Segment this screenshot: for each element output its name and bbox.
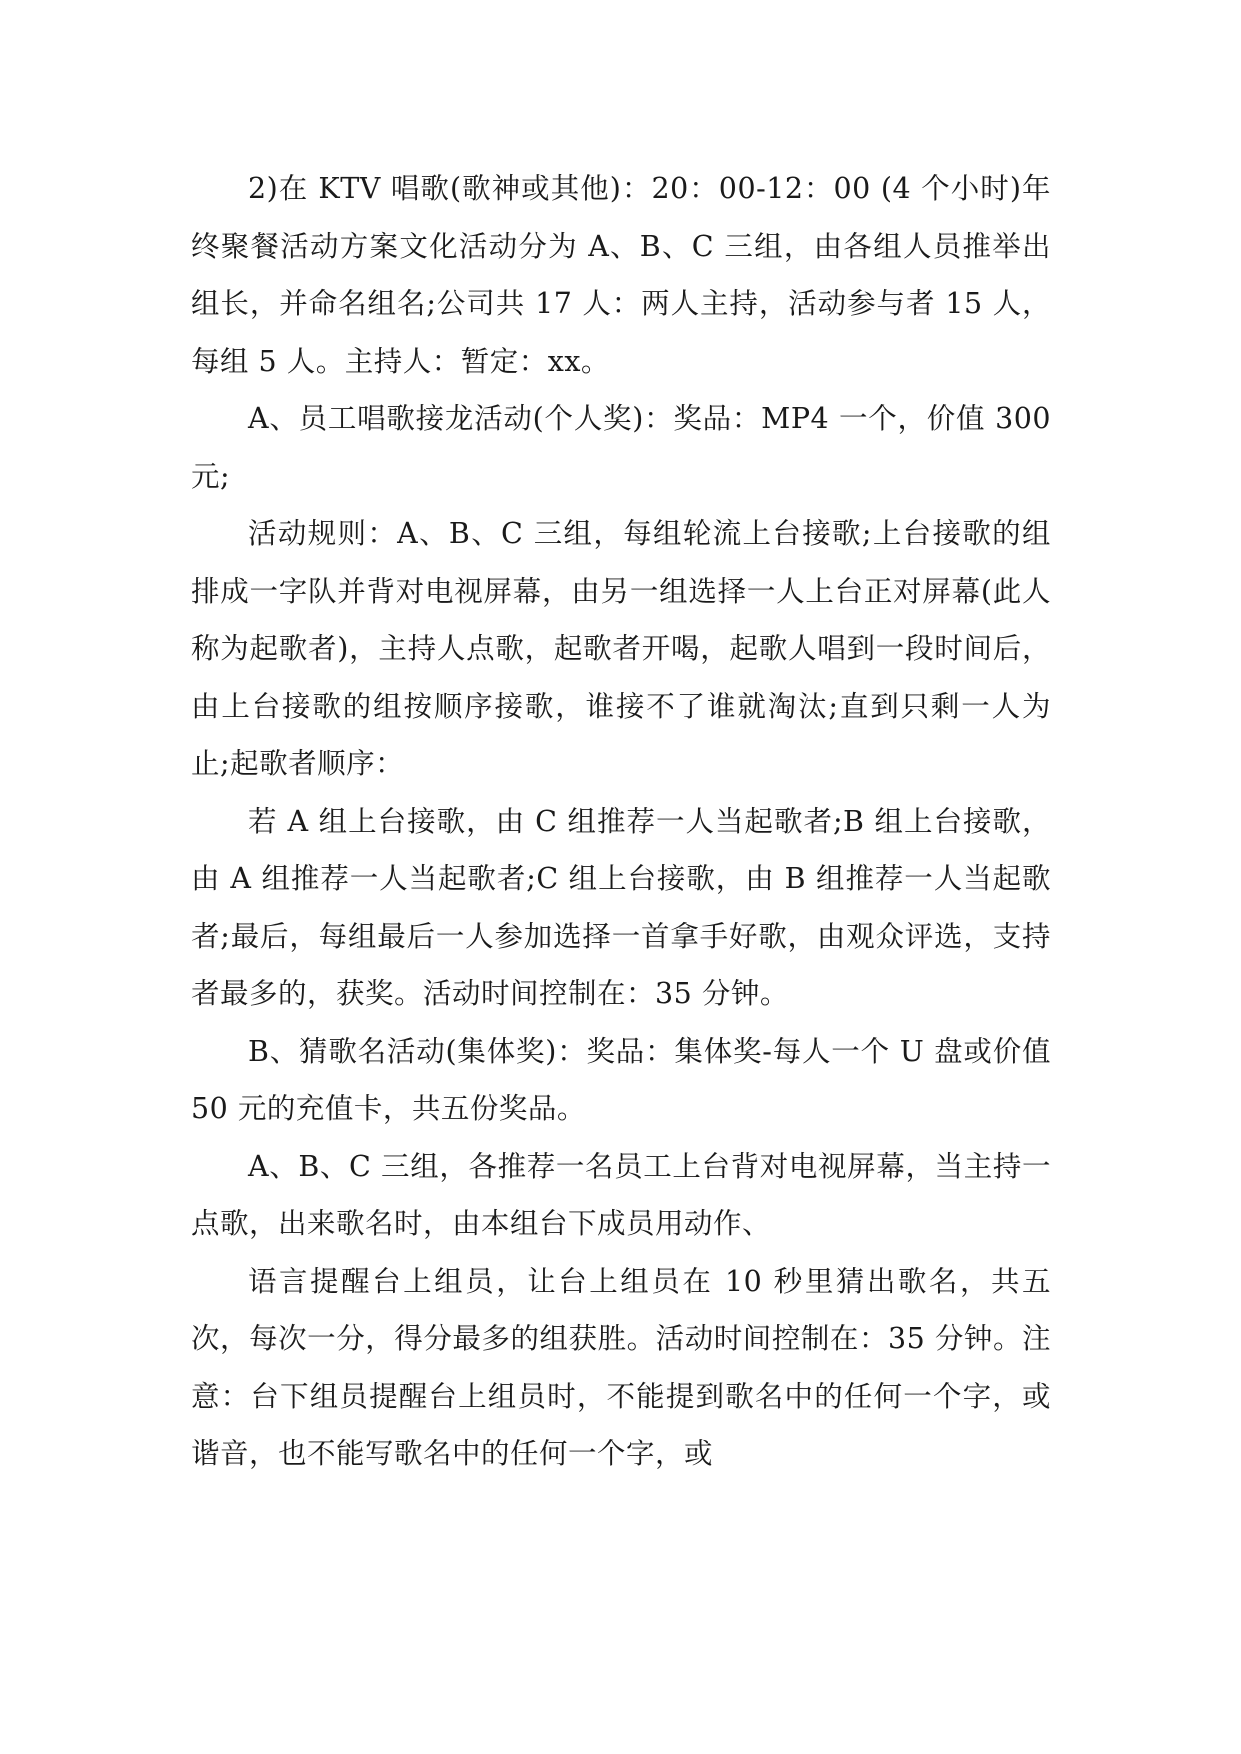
document-body [191, 160, 1051, 1483]
paragraph-ktv-plan: 2)在 KTV 唱歌(歌神或其他)：20：00-12：00 (4 个小时)年终聚餐活动方案文化活动分为 A、B、C 三组，由各组人员推举出组长，并命名组名;公司共 17 人：两人主持，活动参与者 15 人，每组 5 人。主持人：暂定：xx。 [191, 172, 1051, 378]
paragraph-guess-song-rules: 语言提醒台上组员，让台上组员在 10 秒里猜出歌名，共五次，每次一分，得分最多的组获胜。活动时间控制在：35 分钟。注意：台下组员提醒台上组员时，不能提到歌名中的任何一个字，或谐音，也不能写歌名中的任何一个字，或 [191, 1264, 1051, 1470]
paragraph-activity-rules: 活动规则：A、B、C 三组，每组轮流上台接歌;上台接歌的组排成一字队并背对电视屏幕，由另一组选择一人上台正对屏幕(此人称为起歌者)，主持人点歌，起歌者开喝，起歌人唱到一段时间后，由上台接歌的组按顺序接歌，谁接不了谁就淘汰;直到只剩一人为止;起歌者顺序： [191, 517, 1051, 780]
paragraph-guess-song-setup: A、B、C 三组，各推荐一名员工上台背对电视屏幕，当主持一点歌，出来歌名时，由本组台下成员用动作、 [191, 1149, 1051, 1240]
paragraph-singer-order: 若 A 组上台接歌，由 C 组推荐一人当起歌者;B 组上台接歌，由 A 组推荐一人当起歌者;C 组上台接歌，由 B 组推荐一人当起歌者;最后，每组最后一人参加选择一首拿手好歌，由观众评选，支持者最多的，获奖。活动时间控制在：35 分钟。 [191, 804, 1051, 1010]
paragraph-activity-a-prize: A、员工唱歌接龙活动(个人奖)：奖品：MP4 一个，价值 300 元; [191, 402, 1051, 493]
paragraph-activity-b-prize: B、猜歌名活动(集体奖)：奖品：集体奖-每人一个 U 盘或价值 50 元的充值卡，共五份奖品。 [191, 1034, 1051, 1125]
